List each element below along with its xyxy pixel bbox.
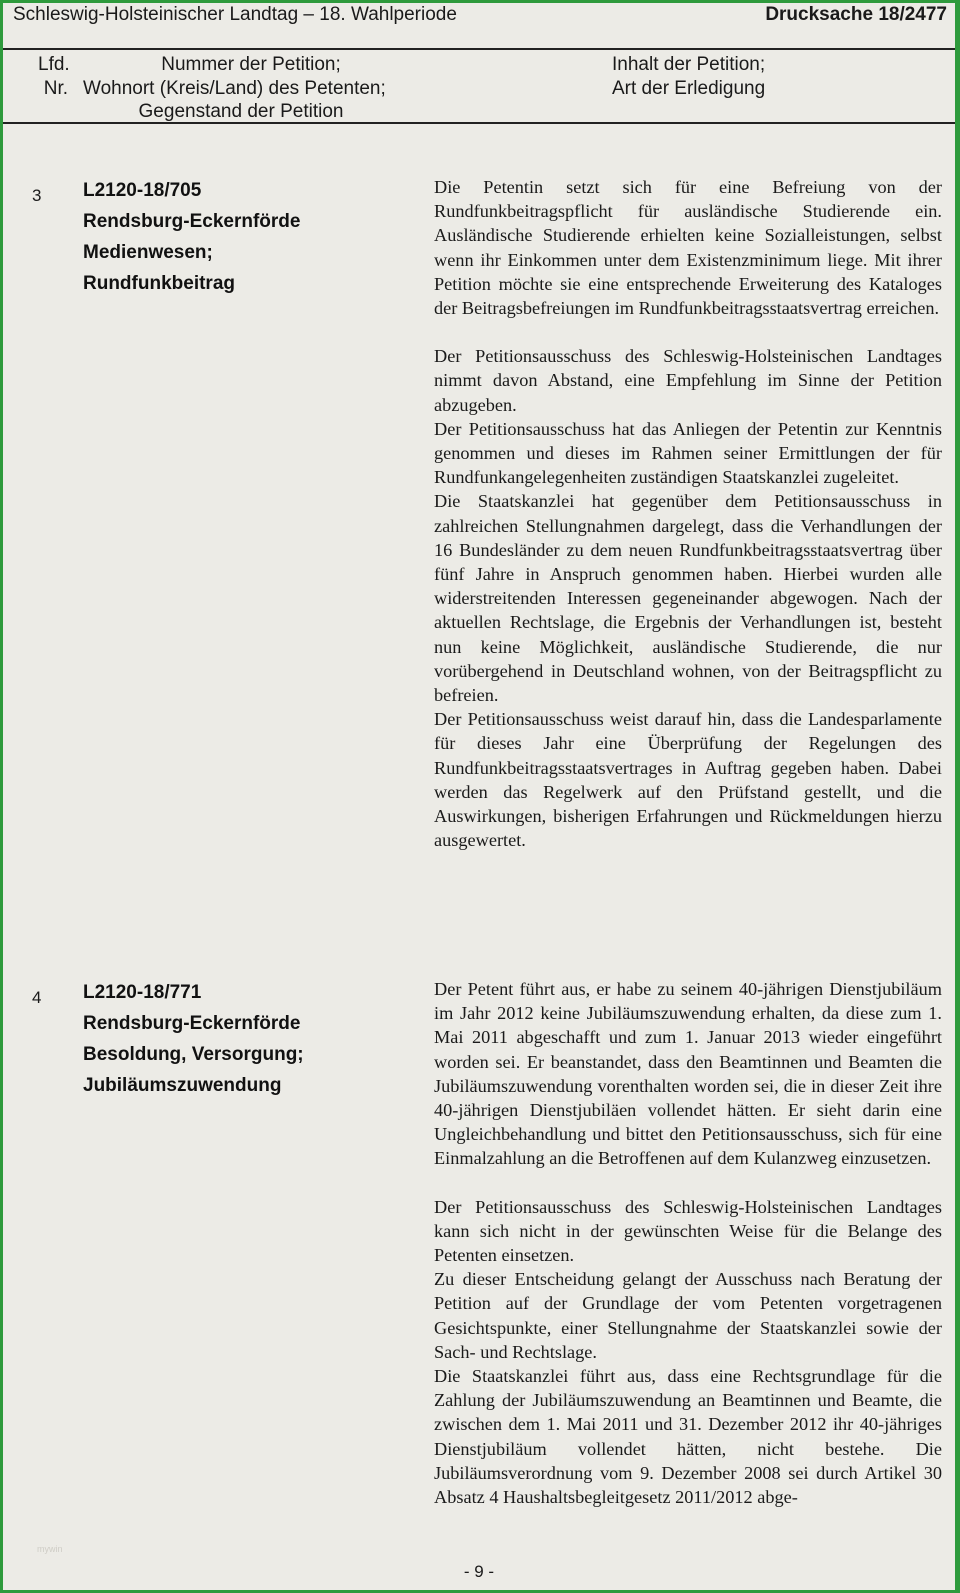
paragraph: Der Petitionsausschuss weist darauf hin, dass die Landesparlamente für dieses Jahr eine Überprüfung der Regelungen des Rundfunkbeitragsstaatsvertrages in Auftrag gegeben haben. Dabei werden das Regelwerk auf den Prüfstand gestellt, und die Auswirkungen, bisherigen Erfahrungen und Rückmeldungen hierzu ausgewertet. bbox=[434, 709, 942, 851]
paragraph: Der Petitionsausschuss des Schleswig-Holsteinischen Landtages nimmt davon Abstand, eine Empfehlung im Sinne der Petition abzugeben. bbox=[434, 346, 942, 415]
document-number: Drucksache 18/2477 bbox=[765, 4, 947, 25]
petition-number: L2120-18/771 bbox=[83, 982, 202, 1003]
paragraph: Die Staatskanzlei führt aus, dass eine Rechtsgrundlage für die Zahlung der Jubiläumszuwendung an Beamtinnen und Beamte, die zwischen dem 1. Mai 2011 und 31. Dezember 2012 ihr 40-jähriges Dienstjubiläum vollendet hätten, nicht bestehe. Die Jubiläumsverordnung vom 9. Dezember 2008 sei durch Artikel 30 Absatz 4 Haushaltsbegleitgesetz 2011/2012 abge- bbox=[434, 1366, 942, 1508]
paragraph: Der Petent führt aus, er habe zu seinem 40-jährigen Dienstjubiläum im Jahr 2012 keine Jubiläumszuwendung erhalten, da diese zum 1. Mai 2011 abgeschafft und zum 1. Januar 2013 wieder eingeführt worden sei. Er beanstandet, dass den Beamtinnen und Beamten die Jubiläumszuwendung vorenthalten worden sei, die in dieser Zeit ihre 40-jährigen Dienstjubiläen vollendet hätten. Er sieht darin eine Ungleichbehandlung und bittet den Petitionsausschuss, sich für eine Einmalzahlung an die Betroffenen auf dem Kulanzweg einzusetzen. bbox=[434, 979, 942, 1169]
entry-petition-info bbox=[83, 175, 300, 299]
column-head-lfd: Lfd. Nr. bbox=[38, 54, 70, 99]
petition-location: Rendsburg-Eckernförde bbox=[83, 211, 301, 232]
page-number: - 9 - bbox=[463, 1562, 495, 1581]
paragraph: Zu dieser Entscheidung gelangt der Ausschuss nach Beratung der Petition auf der Grundlage der vom Petenten vorgetragenen Gesichtspunkte, einer Stellungnahme der Staatskanzlei sowie der Sach- und Rechtslage. bbox=[434, 1269, 942, 1362]
entry-petition-info bbox=[83, 977, 304, 1101]
document-page bbox=[3, 3, 955, 1590]
watermark: mywin bbox=[37, 1544, 63, 1554]
paragraph: Der Petitionsausschuss hat das Anliegen der Petentin zur Kenntnis genommen und dieses im Rahmen seiner Ermittlungen der für Rundfunkangelegenheiten zuständigen Staatskanzlei zugeleitet. bbox=[434, 418, 942, 488]
paragraph: Der Petitionsausschuss des Schleswig-Holsteinischen Landtages kann sich nicht in der gewünschten Weise für die Belange des Petenten einsetzen. bbox=[434, 1196, 942, 1266]
header-title: Schleswig-Holsteinischer Landtag – 18. Wahlperiode bbox=[13, 4, 457, 25]
column-head-rule bbox=[3, 122, 955, 124]
column-head-content: Inhalt der Petition; Art der Erledigung bbox=[612, 54, 766, 99]
entry-content bbox=[434, 977, 942, 1509]
entry-number: 4 bbox=[32, 988, 42, 1007]
petition-location: Rendsburg-Eckernförde bbox=[83, 1013, 301, 1034]
entry-content bbox=[434, 175, 942, 852]
petition-subject: Jubiläumszuwendung bbox=[83, 1075, 282, 1096]
column-head-petition: Nummer der Petition; Wohnort (Kreis/Land) des Petenten; Gegenstand der Petition bbox=[83, 54, 386, 122]
paragraph: Die Staatskanzlei hat gegenüber dem Petitionsausschuss in zahlreichen Stellungnahmen dargelegt, dass die Verhandlungen der 16 Bundesländer zu dem neuen Rundfunkbeitragsstaatsvertrag über fünf Jahre in Anspruch genommen haben. Hierbei wurden alle widerstreitenden Interessen gegeneinander abgewogen. Nach der aktuellen Rechtslage, die Ergebnis der Verhandlungen ist, besteht nun keine Möglichkeit, ausländische Studierende, die nur vorübergehend in Deutschland wohnen, von der Beitragspflicht zu befreien. bbox=[434, 491, 942, 706]
petition-category: Besoldung, Versorgung; bbox=[83, 1044, 304, 1065]
petition-number: L2120-18/705 bbox=[83, 180, 202, 201]
paragraph: Die Petentin setzt sich für eine Befreiung von der Rundfunkbeitragspflicht für ausländische Studierende ein. Ausländische Studierende erhielten keine Sozialleistungen, selbst wenn ihr Einkommen unter dem Existenzminimum liege. Mit ihrer Petition möchte sie eine entsprechende Erweiterung des Kataloges der Beitragsbefreiungen im Rundfunkbeitragsstaatsvertrag erreichen. bbox=[434, 177, 942, 319]
petition-subject: Rundfunkbeitrag bbox=[83, 273, 235, 294]
petition-category: Medienwesen; bbox=[83, 242, 213, 263]
header-rule bbox=[3, 48, 955, 50]
entry-number: 3 bbox=[32, 186, 42, 205]
